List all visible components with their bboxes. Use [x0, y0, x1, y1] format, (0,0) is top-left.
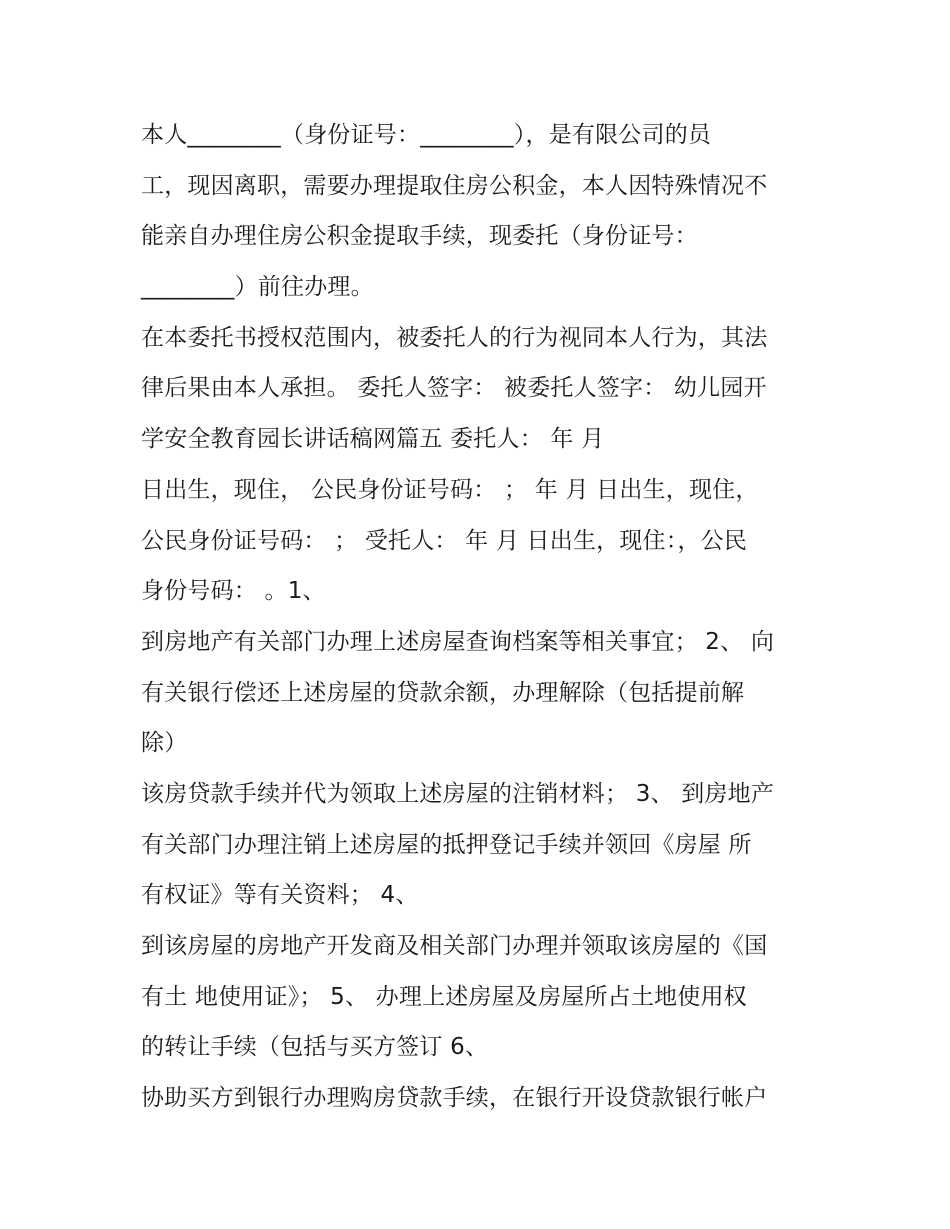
text-line: 的转让手续（包括与买方签订 6、 — [141, 1034, 489, 1061]
text-line: 学安全教育园长讲话稿网篇五 委托人： 年 月 — [141, 426, 605, 453]
text-line: 协助买方到银行办理购房贷款手续，在银行开设贷款银行帐户 — [141, 1085, 768, 1112]
text-line: 公民身份证号码： ； 受托人： 年 月 日出生，现住：，公民 — [141, 527, 748, 554]
text-line: 有土 地使用证》； 5、 办理上述房屋及房屋所占土地使用权 — [141, 983, 747, 1010]
document-body — [141, 110, 841, 1124]
text-line: 本人________（身份证号：________），是有限公司的员 — [141, 122, 712, 148]
text-line: 有关部门办理注销上述房屋的抵押登记手续并领回《房屋 所 — [141, 831, 752, 858]
text-line: 日出生，现住， 公民身份证号码： ； 年 月 日出生，现住， — [141, 476, 759, 503]
text-line: 到房地产有关部门办理上述房屋查询档案等相关事宜； 2、 向 — [141, 628, 775, 655]
text-line: ________）前往办理。 — [141, 274, 374, 301]
text-line: 有权证》等有关资料； 4、 — [141, 882, 419, 909]
text-line: 到该房屋的房地产开发商及相关部门办理并领取该房屋的《国 — [141, 933, 768, 959]
text-line: 工，现因离职，需要办理提取住房公积金，本人因特殊情况不 — [141, 172, 768, 199]
text-line: 在本委托书授权范围内，被委托人的行为视同本人行为，其法 — [141, 324, 768, 351]
text-line: 有关银行偿还上述房屋的贷款余额，办理解除（包括提前解 — [141, 679, 745, 706]
text-line: 律后果由本人承担。 委托人签字： 被委托人签字： 幼儿园开 — [141, 375, 767, 402]
text-line: 该房贷款手续并代为领取上述房屋的注销材料； 3、 到房地产 — [141, 780, 775, 807]
text-line: 除） — [141, 730, 188, 757]
text-line: 身份号码： 。1、 — [141, 578, 326, 605]
text-line: 能亲自办理住房公积金提取手续，现委托（身份证号： — [141, 223, 698, 250]
